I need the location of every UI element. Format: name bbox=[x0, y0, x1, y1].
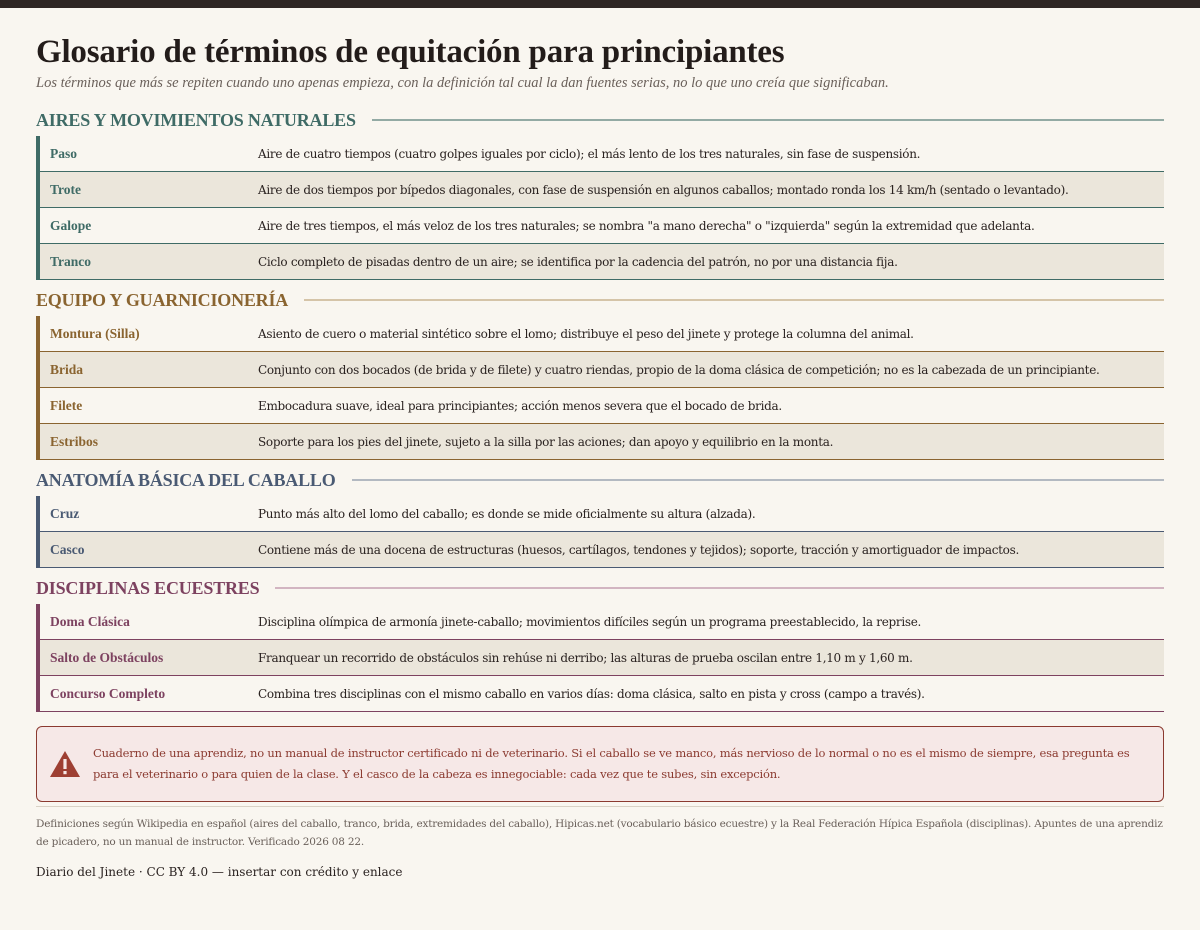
glossary-row bbox=[36, 676, 1164, 712]
definition: Aire de tres tiempos, el más veloz de los tres naturales; se nombra "a mano derecha" o "izquierda" según la extremidad que adelanta. bbox=[258, 218, 1035, 233]
section-title: EQUIPO Y GUARNICIONERÍA bbox=[36, 289, 289, 310]
glossary-row bbox=[36, 604, 1164, 640]
term: Filete bbox=[50, 397, 83, 413]
definition: Aire de dos tiempos por bípedos diagonales, con fase de suspensión en algunos caballos; montado ronda los 14 km/h (sentado o levantado). bbox=[258, 182, 1069, 197]
section-title: DISCIPLINAS ECUESTRES bbox=[36, 577, 260, 598]
definition: Punto más alto del lomo del caballo; es donde se mide oficialmente su altura (alzada). bbox=[258, 506, 756, 521]
term: Casco bbox=[50, 541, 85, 557]
term: Paso bbox=[50, 145, 77, 161]
term: Trote bbox=[50, 181, 81, 197]
section-title: ANATOMÍA BÁSICA DEL CABALLO bbox=[36, 469, 336, 490]
term: Brida bbox=[50, 361, 84, 377]
warning-text: Cuaderno de una aprendiz, no un manual de instructor certificado ni de veterinario. Si el caballo se ve manco, más nervioso de lo normal o no es el mismo de siempre, esa pregunta es para el veterinario o para quien de la clase. Y el casco de la cabeza es innegociable: cada vez que te subes, sin excepción. bbox=[93, 746, 1130, 781]
section-divider bbox=[275, 587, 1164, 589]
sources-footnote: Definiciones según Wikipedia en español (aires del caballo, tranco, brida, extremidades del caballo), Hipicas.net (vocabulario básico ecuestre) y la Real Federación Hípica Española (disciplinas). Apuntes de una aprendiz de picadero, no un manual de instructor. Verificado 2026 08 22. bbox=[36, 806, 1164, 851]
term: Montura (Silla) bbox=[50, 325, 140, 341]
definition: Embocadura suave, ideal para principiantes; acción menos severa que el bocado de brida. bbox=[258, 398, 782, 413]
term: Concurso Completo bbox=[50, 685, 166, 701]
definition: Contiene más de una docena de estructuras (huesos, cartílagos, tendones y tejidos); soporte, tracción y amortiguador de impactos. bbox=[258, 542, 1019, 557]
glossary-row bbox=[36, 244, 1164, 280]
section-disciplinas bbox=[36, 574, 1164, 712]
term: Salto de Obstáculos bbox=[50, 649, 164, 665]
glossary-row bbox=[36, 388, 1164, 424]
definition: Conjunto con dos bocados (de brida y de filete) y cuatro riendas, propio de la doma clásica de competición; no es la cabezada de un principiante. bbox=[258, 362, 1100, 377]
glossary-row bbox=[36, 208, 1164, 244]
warning-triangle-icon bbox=[37, 750, 93, 778]
term: Cruz bbox=[50, 505, 80, 521]
glossary-row bbox=[36, 532, 1164, 568]
term: Doma Clásica bbox=[50, 613, 130, 629]
glossary-row bbox=[36, 172, 1164, 208]
page-content bbox=[0, 34, 1200, 879]
warning-callout bbox=[36, 726, 1164, 802]
section-divider bbox=[304, 299, 1164, 301]
page-title: Glosario de términos de equitación para principiantes bbox=[36, 34, 785, 70]
section-anatomia bbox=[36, 466, 1164, 568]
definition: Combina tres disciplinas con el mismo caballo en varios días: doma clásica, salto en pista y cross (campo a través). bbox=[258, 686, 925, 701]
definition: Asiento de cuero o material sintético sobre el lomo; distribuye el peso del jinete y protege la columna del animal. bbox=[258, 326, 914, 341]
page-subtitle: Los términos que más se repiten cuando uno apenas empieza, con la definición tal cual la dan fuentes serias, no lo que uno creía que significaban. bbox=[36, 75, 889, 91]
definition: Aire de cuatro tiempos (cuatro golpes iguales por ciclo); el más lento de los tres naturales, sin fase de suspensión. bbox=[258, 146, 921, 161]
section-divider bbox=[372, 119, 1164, 121]
top-bar bbox=[0, 0, 1200, 8]
term: Estribos bbox=[50, 433, 99, 449]
glossary-row bbox=[36, 352, 1164, 388]
section-divider bbox=[352, 479, 1164, 481]
license-credit: Diario del Jinete · CC BY 4.0 — insertar con crédito y enlace bbox=[36, 865, 403, 879]
definition: Disciplina olímpica de armonía jinete-caballo; movimientos difíciles según un programa preestablecido, la reprise. bbox=[258, 614, 922, 629]
definition: Ciclo completo de pisadas dentro de un aire; se identifica por la cadencia del patrón, no por una distancia fija. bbox=[258, 254, 898, 269]
glossary-row bbox=[36, 316, 1164, 352]
definition: Franquear un recorrido de obstáculos sin rehúse ni derribo; las alturas de prueba oscilan entre 1,10 m y 1,60 m. bbox=[258, 650, 913, 665]
term: Tranco bbox=[50, 253, 91, 269]
term: Galope bbox=[50, 217, 92, 233]
glossary-row bbox=[36, 136, 1164, 172]
section-title: AIRES Y MOVIMIENTOS NATURALES bbox=[36, 109, 356, 130]
glossary-row bbox=[36, 640, 1164, 676]
glossary-row bbox=[36, 496, 1164, 532]
definition: Soporte para los pies del jinete, sujeto a la silla por las aciones; dan apoyo y equilibrio en la monta. bbox=[258, 434, 834, 449]
glossary-row bbox=[36, 424, 1164, 460]
section-equipo bbox=[36, 286, 1164, 460]
section-aires bbox=[36, 106, 1164, 280]
